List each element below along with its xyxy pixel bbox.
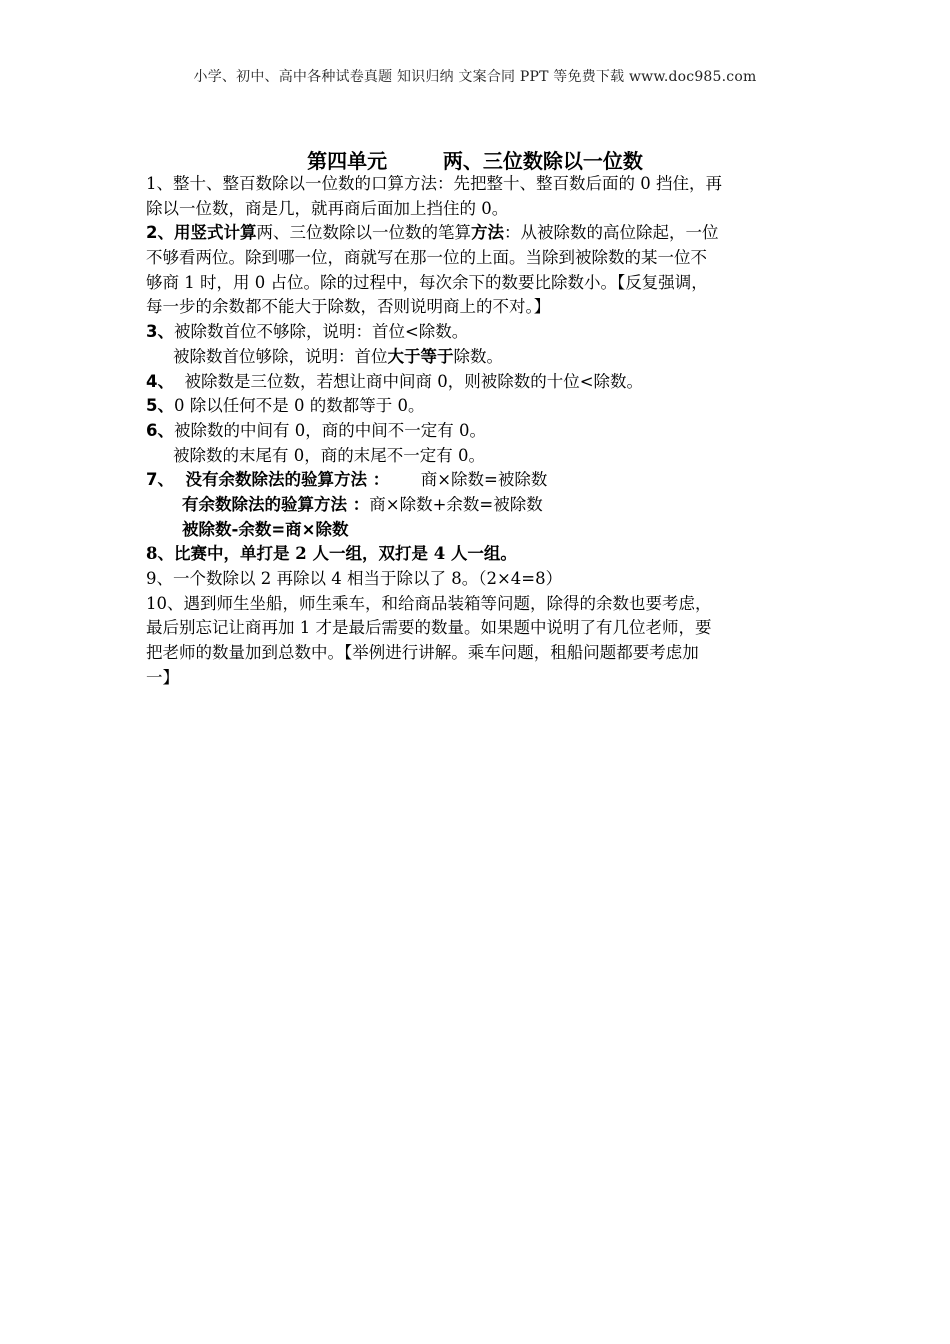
item-10-line-2: 最后别忘记让商再加 1 才是最后需要的数量。如果题中说明了有几位老师，要 [146,618,712,638]
item-7-bold-2: 有余数除法的验算方法 ： [182,494,370,514]
item-3-number: 3、 [146,322,174,342]
item-2-line-1 [146,221,811,246]
item-10-line-1: 10、遇到师生坐船，师生乘车，和给商品装箱等问题，除得的余数也要考虑， [146,593,712,613]
item-2-number: 2、 [146,223,174,243]
item-8-line-1: 8、比赛中，单打是 2 人一组，双打是 4 人一组。 [146,544,517,564]
item-7-line-1 [146,468,811,493]
item-6-line-2: 被除数的末尾有 0，商的末尾不一定有 0。 [173,445,485,465]
item-7-formula-2: 商×除数+余数=被除数 [369,494,543,514]
item-6-number: 6、 [146,420,174,440]
item-2-bold-method: 方法 [470,223,504,243]
item-2-text-2: ：从被除数的高位除起，一位 [503,223,719,243]
item-7-number: 7、 [146,470,174,490]
item-7-formula-1: 商×除数=被除数 [389,470,548,490]
item-3-bold: 大于等于 [387,346,454,366]
item-7-line-2 [146,493,811,518]
item-3-line-1 [146,320,811,345]
page-header: 小学、初中、高中各种试卷真题 知识归纳 文案合同 PPT 等免费下载 www.doc985.com [193,69,757,85]
item-4-text: 被除数是三位数，若想让商中间商 0，则被除数的十位<除数。 [173,371,644,391]
item-1-line-1: 1、整十、整百数除以一位数的口算方法：先把整十、整百数后面的 0 挡住，再 [146,174,722,193]
item-2-text: 两、三位数除以一位数的笔算 [256,223,471,243]
item-10-line-3: 把老师的数量加到总数中。【举例进行讲解。乘车问题，租船问题都要考虑加 [146,643,699,663]
document-body [146,172,811,690]
page-title: 第四单元 两、三位数除以一位数 [307,149,643,173]
item-4-number: 4、 [146,371,174,391]
item-3-text: 被除数首位不够除，说明：首位<除数。 [173,322,469,342]
item-5-line-1 [146,394,811,419]
item-6-line-1 [146,419,811,444]
item-7-bold-3: 被除数-余数=商×除数 [182,519,349,539]
item-5-number: 5、 [146,396,174,416]
item-2-bold-term: 用竖式计算 [173,223,257,243]
item-10-line-4: 一】 [146,667,179,687]
item-5-text: 0 除以任何不是 0 的数都等于 0。 [173,396,425,416]
item-1-line-2: 除以一位数，商是几，就再商后面加上挡住的 0。 [146,198,509,218]
item-3-line-2 [146,345,811,370]
item-2-line-2: 不够看两位。除到哪一位，商就写在那一位的上面。当除到被除数的某一位不 [146,248,707,268]
item-2-line-3: 够商 1 时，用 0 占位。除的过程中，每次余下的数要比除数小。【反复强调， [146,272,708,292]
item-9-line-1: 9、一个数除以 2 再除以 4 相当于除以了 8。（2×4=8） [146,569,563,588]
item-4-line-1 [146,370,811,395]
item-3-text-c: 除数。 [453,346,503,366]
item-3-text-a: 被除数首位够除，说明：首位 [173,346,388,366]
item-6-text: 被除数的中间有 0，商的中间不一定有 0。 [173,420,486,440]
item-2-line-4: 每一步的余数都不能大于除数，否则说明商上的不对。】 [146,297,551,317]
item-7-bold-1: 没有余数除法的验算方法 ： [173,470,390,490]
item-7-line-3 [146,518,811,543]
